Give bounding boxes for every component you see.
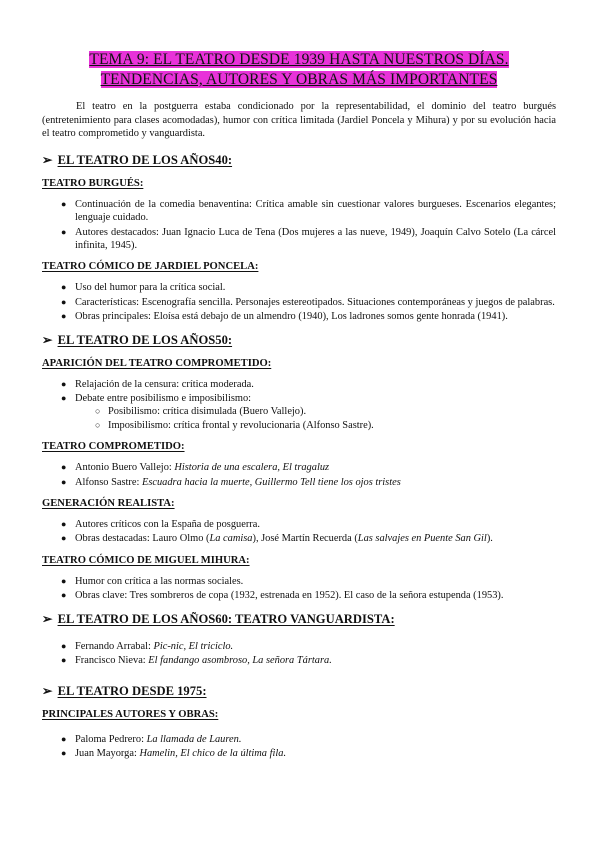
sublist-item: ○ Imposibilismo: crítica frontal y revolucionaria (Alfonso Sastre). xyxy=(95,419,374,431)
list-item: ● Juan Mayorga: Hamelin, El chico de la última fila. xyxy=(61,747,287,759)
bullet-icon: ● xyxy=(61,590,67,601)
bullet-icon: ● xyxy=(61,393,67,404)
list-item: ● Fernando Arrabal: Pic-nic, El triciclo. xyxy=(61,640,234,652)
subheading-principales-autores: PRINCIPALES AUTORES Y OBRAS: xyxy=(42,708,219,720)
list-item: ● Autores críticos con la España de posguerra. xyxy=(61,519,260,531)
bullet-icon: ● xyxy=(61,747,67,758)
bullet-icon: ● xyxy=(61,296,67,307)
list-item: ● Uso del humor para la crítica social. xyxy=(61,282,226,294)
list-teatro-comprometido xyxy=(42,461,556,489)
arrow-icon: ➢ xyxy=(42,683,53,698)
list-teatro-burgues xyxy=(42,198,556,253)
list-generacion-realista xyxy=(42,518,556,546)
bullet-icon: ● xyxy=(61,311,67,322)
bullet-icon: ● xyxy=(61,378,67,389)
circle-bullet-icon: ○ xyxy=(95,419,101,430)
subheading-teatro-burgues: TEATRO BURGUÉS: xyxy=(42,177,144,189)
circle-bullet-icon: ○ xyxy=(95,406,101,417)
list-item: ● Obras destacadas: Lauro Olmo (La camisa), José Martín Recuerda (Las salvajes en Puente San Gil). xyxy=(61,533,493,545)
arrow-icon: ➢ xyxy=(42,152,53,167)
bullet-icon: ● xyxy=(61,733,67,744)
bullet-icon: ● xyxy=(61,640,67,651)
sublist-item: ○ Posibilismo: crítica disimulada (Buero Vallejo). xyxy=(95,406,307,418)
title-line-2: TENDENCIAS, AUTORES Y OBRAS MÁS IMPORTANTES xyxy=(100,71,498,88)
list-item: ● Obras clave: Tres sombreros de copa (1932, estrenada en 1952). El caso de la señora estupenda (1953). xyxy=(61,590,504,602)
list-aparicion-comprometido xyxy=(42,378,556,433)
list-principales-autores xyxy=(42,733,556,761)
list-item: ● Obras principales: Eloísa está debajo de un almendro (1940), Los ladrones somos gente honrada (1941). xyxy=(61,311,508,323)
subheading-aparicion-comprometido: APARICIÓN DEL TEATRO COMPROMETIDO: xyxy=(42,357,272,369)
list-item: ● Continuación de la comedia benaventina: Crítica amable sin cuestionar valores burgueses. Escenarios elegantes; lenguaje cuidado. xyxy=(61,198,556,224)
title-line-1: TEMA 9: EL TEATRO DESDE 1939 HASTA NUESTROS DÍAS. xyxy=(89,51,509,68)
list-item: ● Francisco Nieva: El fandango asombroso, La señora Tártara. xyxy=(61,655,332,667)
section-heading-1975: ➢ EL TEATRO DESDE 1975: xyxy=(42,683,207,698)
list-item: ● Paloma Pedrero: La llamada de Lauren. xyxy=(61,733,242,745)
list-item: ● Características: Escenografía sencilla. Personajes estereotipados. Situaciones contemporáneas y juegos de palabras. xyxy=(61,296,555,308)
list-item: ● Humor con crítica a las normas sociales. xyxy=(61,575,244,587)
subheading-teatro-comprometido: TEATRO COMPROMETIDO: xyxy=(42,441,185,453)
arrow-icon: ➢ xyxy=(42,611,53,626)
bullet-icon: ● xyxy=(61,282,67,293)
bullet-icon: ● xyxy=(61,519,67,530)
bullet-icon: ● xyxy=(61,462,67,473)
list-item: ● Relajación de la censura: crítica moderada. xyxy=(61,378,254,390)
section-heading-40s: ➢ EL TEATRO DE LOS AÑOS40: xyxy=(42,152,233,167)
list-jardiel-poncela xyxy=(42,281,556,323)
list-item: ● Alfonso Sastre: Escuadra hacia la muerte, Guillermo Tell tiene los ojos tristes xyxy=(61,476,401,488)
arrow-icon: ➢ xyxy=(42,332,53,347)
bullet-icon: ● xyxy=(61,226,67,237)
subheading-jardiel-poncela: TEATRO CÓMICO DE JARDIEL PONCELA: xyxy=(42,261,259,273)
section-heading-60s: ➢ EL TEATRO DE LOS AÑOS60: TEATRO VANGUARDISTA: xyxy=(42,611,395,626)
document-title xyxy=(42,50,556,90)
subheading-miguel-mihura: TEATRO CÓMICO DE MIGUEL MIHURA: xyxy=(42,554,250,566)
sublist-posibilismo xyxy=(75,405,556,432)
list-miguel-mihura xyxy=(42,575,556,603)
list-teatro-vanguardista xyxy=(42,640,556,668)
bullet-icon: ● xyxy=(61,655,67,666)
list-item: ● Antonio Buero Vallejo: Historia de una escalera, El tragaluz xyxy=(61,462,330,474)
intro-paragraph: El teatro en la postguerra estaba condicionado por la representabilidad, el dominio del teatro burgués (entretenimiento para clases acomodadas), humor con crítica limitada (Jardiel Poncela y Mihura) y por su evolución hacia el teatro comprometido y vanguardista. xyxy=(42,101,556,140)
document-page xyxy=(42,50,556,768)
bullet-icon: ● xyxy=(61,198,67,209)
bullet-icon: ● xyxy=(61,575,67,586)
list-item: ● Autores destacados: Juan Ignacio Luca de Tena (Dos mujeres a las nueve, 1949), Joaquín Calvo Sotelo (La cárcel infinita, 1945). xyxy=(61,226,556,251)
bullet-icon: ● xyxy=(61,533,67,544)
bullet-icon: ● xyxy=(61,476,67,487)
subheading-generacion-realista: GENERACIÓN REALISTA: xyxy=(42,498,175,510)
list-item: ● Debate entre posibilismo e imposibilismo: ○ Posibilismo: crítica disimulada (Buero Vallejo). ○ Imposibilismo: crítica frontal y revolucionaria (Alfonso Sastre). xyxy=(42,392,556,432)
section-heading-50s: ➢ EL TEATRO DE LOS AÑOS50: xyxy=(42,332,233,347)
